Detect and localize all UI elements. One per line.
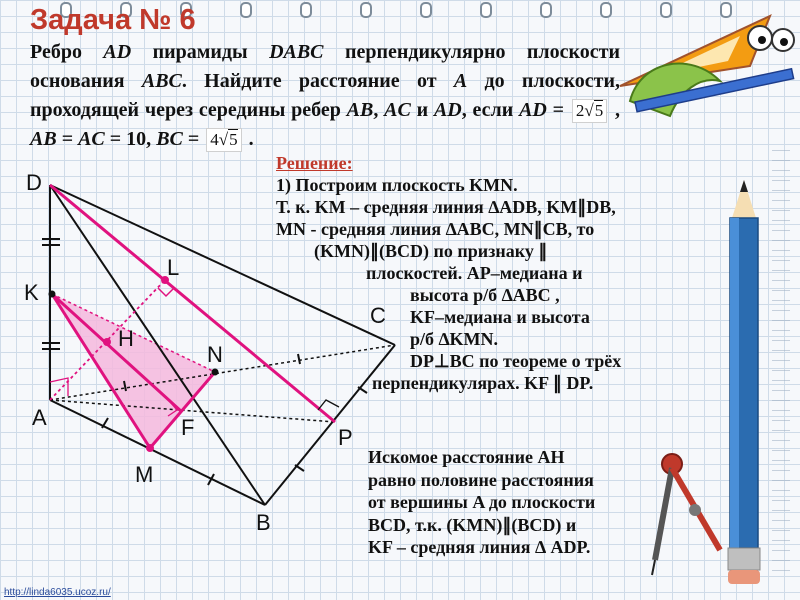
label-m: M (135, 462, 154, 487)
compass-icon (640, 440, 740, 580)
page-title: Задача № 6 (30, 4, 196, 36)
point-m (146, 444, 154, 452)
point-h (103, 338, 111, 346)
conclusion-block (368, 446, 658, 559)
solution-line: 1) Построим плоскость KMN. (276, 175, 518, 195)
solution-line: KF–медиана и высота (410, 307, 590, 327)
task-statement: Ребро AD пирамиды DABC перпендикулярно плоскости основания ABC. Найдите расстояние от A до плоскости, проходящей через середины ребер AB, AC и AD, если AD = 2√5 , AB = AC = 10, BC = 4√5 . (30, 41, 620, 150)
root-2-sqrt-5: 2√5 (572, 99, 607, 123)
footer-link[interactable]: http://linda6035.ucoz.ru/ (4, 587, 111, 598)
solution-block (276, 152, 706, 394)
solution-line: высота р/б ∆ABC , (410, 285, 560, 305)
conclusion-line: равно половине расстояния (368, 469, 594, 490)
solution-line: (KMN)∥(BCD) по признаку ∥ (314, 241, 548, 261)
root-4-sqrt-5: 4√5 (206, 128, 241, 152)
right-angle-l (158, 288, 174, 296)
label-h: H (118, 326, 134, 351)
conclusion-line: Искомое расстояние AH (368, 447, 565, 467)
edge-db (50, 185, 265, 505)
conclusion-line: KF – средняя линия ∆ ADP. (368, 537, 591, 557)
solution-heading: Решение: (276, 153, 353, 173)
solution-line: Т. к. KM – средняя линия ∆ADB, KM∥DB, (276, 197, 616, 217)
ruler-triangle-icon (600, 6, 800, 126)
solution-line: перпендикулярах. KF ∥ DP. (372, 373, 594, 393)
label-b: B (256, 510, 271, 535)
conclusion-line: от вершины A до плоскости (368, 492, 596, 512)
label-l: L (167, 255, 180, 280)
label-c: C (370, 303, 386, 328)
solution-line: DP⊥BC по теореме о трёх (410, 351, 622, 371)
label-k: K (24, 280, 39, 305)
solution-line: р/б ∆KMN. (410, 329, 499, 349)
label-f: F (181, 415, 195, 440)
solution-line: MN - средняя линия ∆ABC, MN∥CB, то (276, 219, 595, 239)
label-a: A (32, 405, 47, 430)
point-k (49, 291, 56, 298)
right-angle-p (318, 400, 339, 410)
label-p: P (338, 425, 353, 450)
conclusion-line: BCD, т.к. (KMN)∥(BCD) и (368, 514, 577, 535)
label-d: D (26, 170, 42, 195)
solution-line: плоскостей. AP–медиана и (366, 263, 583, 283)
label-n: N (207, 342, 223, 367)
point-n (212, 369, 219, 376)
right-angle-a (50, 378, 68, 396)
